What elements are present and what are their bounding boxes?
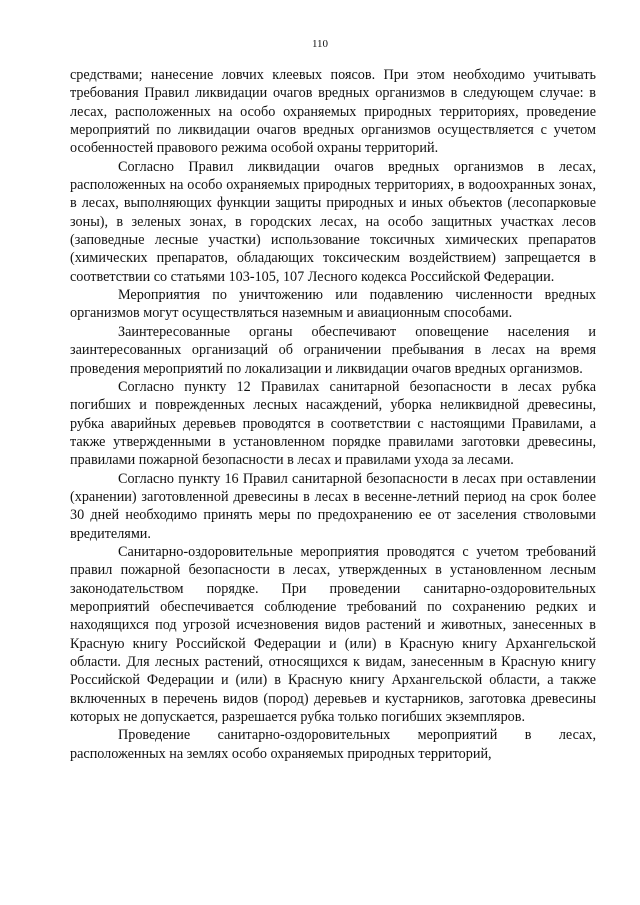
page-number: 110 bbox=[311, 38, 329, 50]
paragraph-clause-12: Согласно пункту 12 Правилах санитарной безопасности в лесах рубка погибших и поврежденных лесных насаждений, уборка неликвидной древесины, рубка аварийных деревьев проводятся в соответствии с настоящими Правилами, а также утвержденными в установленном порядке правилами заготовки древесины, правилами пожарной безопасности в лесах и правилами ухода за лесами. bbox=[70, 378, 596, 469]
paragraph-control-methods: Мероприятия по уничтожению или подавлению численности вредных организмов могут осуществляться наземным и авиационным способами. bbox=[70, 287, 596, 322]
paragraph-protected-territories: Проведение санитарно-оздоровительных мероприятий в лесах, расположенных на землях особо охраняемых природных территорий, bbox=[70, 727, 596, 762]
paragraph-population-notification: Заинтересованные органы обеспечивают оповещение населения и заинтересованных организаций об ограничении пребывания в лесах на время проведения мероприятий по локализации и ликвидации очагов вредных организмов. bbox=[70, 323, 596, 377]
paragraph-sanitary-measures: Санитарно-оздоровительные мероприятия проводятся с учетом требований правил пожарной безопасности в лесах, утвержденных в установленном лесным законодательством порядке. При проведении санитарно-оздоровительных мероприятий обеспечивается соблюдение требований по сохранению редких и находящихся под угрозой исчезновения видов растений и животных, занесенных в Красную книгу Российской Федерации и (или) в Красную книгу Архангельской области. Для лесных растений, относящихся к видам, занесенным в Красную книгу Российской Федерации и (или) в Красную книгу Архангельской области, а также включенных в перечень видов (пород) деревьев и кустарников, заготовка древесины которых не допускается, разрешается рубка только погибших экземпляров. bbox=[70, 543, 596, 726]
document-body bbox=[70, 66, 596, 763]
paragraph-continuation: средствами; нанесение ловчих клеевых поясов. При этом необходимо учитывать требования Правил ликвидации очагов вредных организмов в следующем случае: в лесах, расположенных на особо охраняемых природных территориях, проведение мероприятий по ликвидации очагов вредных организмов осуществляется с учетом особенностей правового режима особой охраны территорий. bbox=[70, 67, 596, 157]
paragraph-clause-16: Согласно пункту 16 Правил санитарной безопасности в лесах при оставлении (хранении) заготовленной древесины в лесах в весенне-летний период на срок более 30 дней необходимо принять меры по предохранению ее от заселения стволовыми вредителями. bbox=[70, 470, 596, 542]
paragraph-toxic-chemicals-ban: Согласно Правил ликвидации очагов вредных организмов в лесах, расположенных на особо охраняемых природных территориях, в водоохранных зонах, в лесах, выполняющих функции защиты природных и иных объектов (лесопарковые зоны), в зеленых зонах, в городских лесах, на особо защитных участках лесов (заповедные лесные участки) использование токсичных химических препаратов (химических препаратов, обладающих токсическим воздействием) запрещается в соответствии со статьями 103-105, 107 Лесного кодекса Российской Федерации. bbox=[70, 158, 596, 285]
